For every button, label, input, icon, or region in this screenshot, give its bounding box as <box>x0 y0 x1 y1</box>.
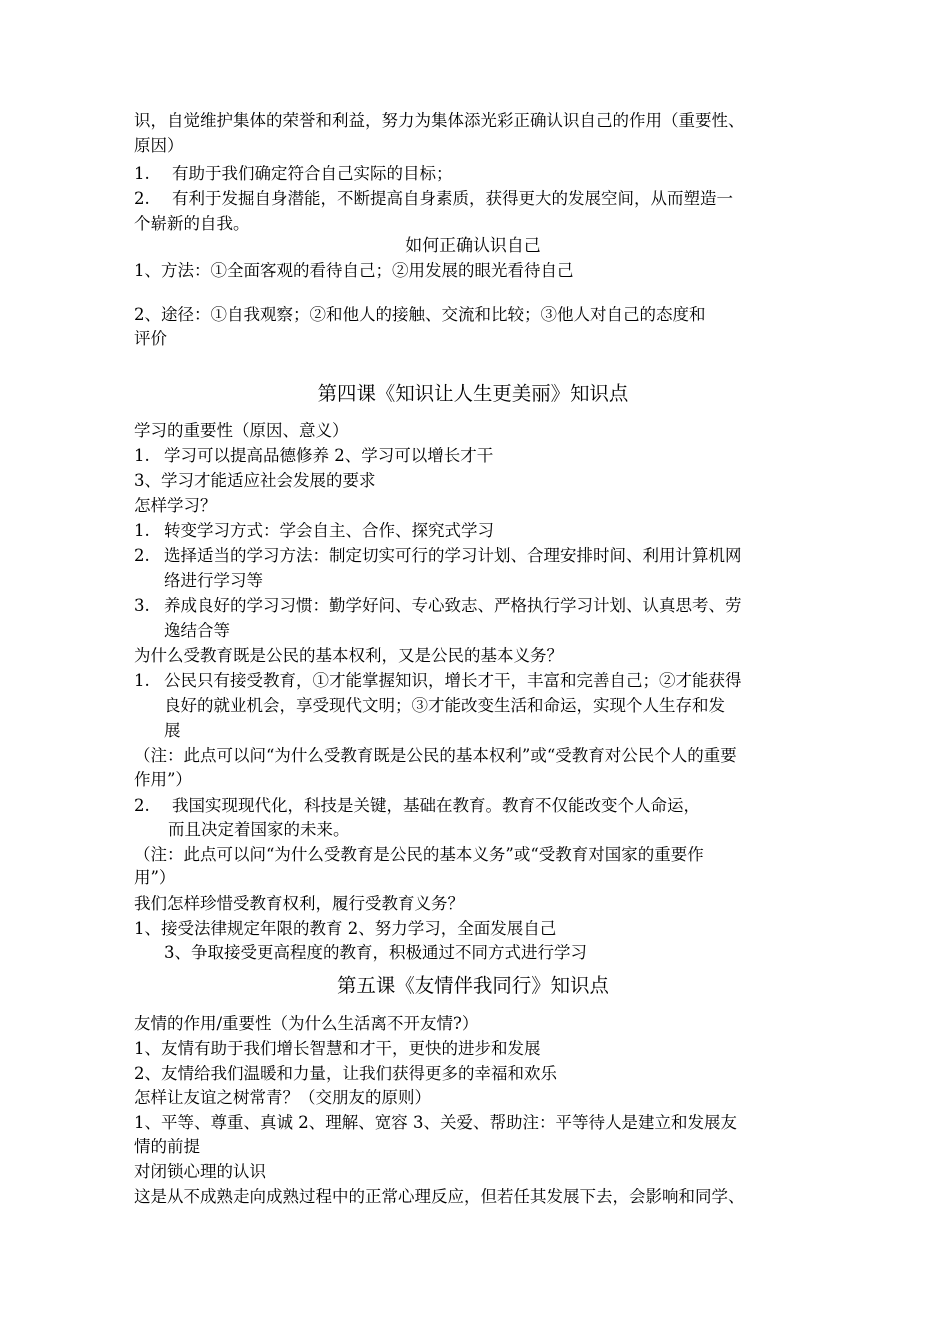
list-item-text: 转变学习方式：学会自主、合作、探究式学习 <box>164 521 494 540</box>
list-number: 1. <box>134 164 150 183</box>
list-item-text: 学习可以提高品德修养 2、学习可以增长才干 <box>164 446 494 465</box>
text-line: 2、友情给我们温暖和力量，让我们获得更多的幸福和欢乐 <box>134 1064 557 1083</box>
list-number: 2. <box>134 546 150 565</box>
list-number: 1. <box>134 521 150 540</box>
list-number: 3. <box>134 596 150 615</box>
list-item-text: 养成良好的学习习惯：勤学好问、专心致志、严格执行学习计划、认真思考、劳 <box>164 596 742 615</box>
list-item-text: 我国实现现代化，科技是关键，基础在教育。教育不仅能改变个人命运， <box>172 796 700 815</box>
text-line: 这是从不成熟走向成熟过程中的正常心理反应，但若任其发展下去，会影响和同学、 <box>134 1187 745 1206</box>
list-number: 1. <box>134 446 150 465</box>
question-heading: 为什么受教育既是公民的基本权利，又是公民的基本义务？ <box>134 646 563 665</box>
text-line: 个崭新的自我。 <box>134 214 250 233</box>
note-line: 作用”） <box>134 770 192 789</box>
text-line: 评价 <box>134 329 167 348</box>
list-item <box>134 187 733 211</box>
list-item-text: 公民只有接受教育，①才能掌握知识，增长才干，丰富和完善自己；②才能获得 <box>164 671 742 690</box>
list-item-text: 选择适当的学习方法：制定切实可行的学习计划、合理安排时间、利用计算机网 <box>164 546 742 565</box>
list-item <box>134 444 493 468</box>
text-line: 3、学习才能适应社会发展的要求 <box>134 471 376 490</box>
list-number: 1. <box>134 671 150 690</box>
text-line: 1、平等、尊重、真诚 2、理解、宽容 3、关爱、帮助注：平等待人是建立和发展友 <box>134 1113 737 1132</box>
text-line: 良好的就业机会，享受现代文明；③才能改变生活和命运，实现个人生存和发 <box>164 696 725 715</box>
text-line: 而且决定着国家的未来。 <box>168 820 350 839</box>
text-line: 识，自觉维护集体的荣誉和利益，努力为集体添光彩正确认识自己的作用（重要性、 <box>134 111 745 130</box>
list-item <box>134 794 700 818</box>
text-line: 展 <box>164 721 181 740</box>
list-item <box>134 544 742 568</box>
text-line: 2、途径：①自我观察；②和他人的接触、交流和比较；③他人对自己的态度和 <box>134 305 706 324</box>
list-item <box>134 669 742 693</box>
text-line: 原因） <box>134 136 184 155</box>
note-line: （注：此点可以问“为什么受教育既是公民的基本权利”或“受教育对公民个人的重要 <box>134 746 737 765</box>
lesson-heading: 第五课《友情伴我同行》知识点 <box>337 974 609 997</box>
text-line: 络进行学习等 <box>164 571 263 590</box>
text-line: 1、接受法律规定年限的教育 2、努力学习，全面发展自己 <box>134 919 557 938</box>
list-number: 2. <box>134 796 150 815</box>
question-heading: 我们怎样珍惜受教育权利，履行受教育义务？ <box>134 894 464 913</box>
list-item-text: 有利于发掘自身潜能，不断提高自身素质，获得更大的发展空间，从而塑造一 <box>172 189 733 208</box>
text-line: 逸结合等 <box>164 621 230 640</box>
list-item-text: 有助于我们确定符合自己实际的目标； <box>172 164 453 183</box>
list-number: 2. <box>134 189 150 208</box>
question-heading: 学习的重要性（原因、意义） <box>134 421 349 440</box>
question-heading: 怎样让友谊之树常青？（交朋友的原则） <box>134 1088 431 1107</box>
text-line: 情的前提 <box>134 1137 200 1156</box>
text-line: 1、方法：①全面客观的看待自己；②用发展的眼光看待自己 <box>134 261 574 280</box>
note-line: 用”） <box>134 868 176 887</box>
text-line: 3、争取接受更高程度的教育，积极通过不同方式进行学习 <box>164 943 587 962</box>
question-heading: 友情的作用/重要性（为什么生活离不开友情?） <box>134 1014 479 1033</box>
list-item <box>134 162 453 186</box>
text-line: 1、友情有助于我们增长智慧和才干，更快的进步和发展 <box>134 1039 541 1058</box>
lesson-heading: 第四课《知识让人生更美丽》知识点 <box>317 382 629 405</box>
list-item <box>134 594 742 618</box>
section-subtitle: 如何正确认识自己 <box>405 236 541 256</box>
list-item <box>134 519 494 543</box>
note-line: （注：此点可以问“为什么受教育是公民的基本义务”或“受教育对国家的重要作 <box>134 845 704 864</box>
question-heading: 对闭锁心理的认识 <box>134 1162 266 1181</box>
question-heading: 怎样学习？ <box>134 496 217 515</box>
